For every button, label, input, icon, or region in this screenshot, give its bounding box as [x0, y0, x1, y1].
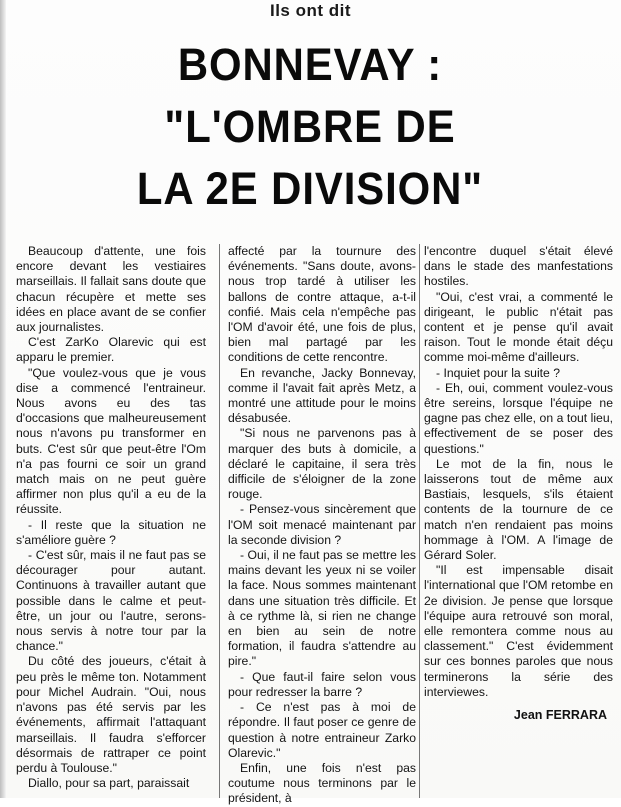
paragraph: Le mot de la fin, nous le laisserons tout de même aux Bastiais, lesquels, s'ils étaient contents de la tournure de ce match n'en rendaient pas moins hommage à l'OM. A l'image de Gérard Soler. — [424, 456, 613, 563]
paragraph: Du côté des joueurs, c'était à peu près le même ton. Notamment pour Michel Audrain. "Oui, nous n'avons pas été servis par les événements, affirmait l'attaquant marseillais. Il faudra s'efforcer désormais de rattraper ce point perdu à Toulouse." — [16, 654, 206, 775]
paragraph: Beaucoup d'attente, une fois encore devant les vestiaires marseillais. Il fallait sans doute que chacun récupère et mette ses idées en place avant de se confier aux journalistes. — [16, 244, 206, 335]
paragraph: Enfin, une fois n'est pas coutume nous terminons par le président, à — [228, 760, 416, 806]
paragraph: - Il reste que la situation ne s'améliore guère ? — [16, 517, 206, 547]
paragraph: C'est ZarKo Olarevic qui est apparu le premier. — [16, 335, 206, 365]
paragraph: - Inquiet pour la suite ? — [436, 365, 560, 380]
paragraph: Diallo, pour sa part, paraissait — [28, 776, 190, 791]
paragraph: - Eh, oui, comment voulez-vous être sereins, lorsque l'équipe ne gagne pas chez elle, on a tout lieu, effectivement de se poser des questions." — [424, 380, 613, 456]
paragraph: "Que voulez-vous que je vous dise a commencé l'entraineur. Nous avons eu des tas d'occasions que malheureusement nous n'avons pu transformer en buts. C'est sûr que peut-être l'Om n'a pas fourni ce soir un grand match mais on ne peut guère affirmer non plus qu'il a eu de la réussite. — [16, 365, 206, 517]
paragraph: "Si nous ne parvenons pas à marquer des buts à domicile, a déclaré le capitaine, il sera très difficile de s'éloigner de la zone rouge. — [228, 426, 416, 502]
headline — [78, 34, 543, 220]
author-signature: Jean FERRARA — [513, 708, 607, 722]
article-column-2 — [228, 244, 416, 807]
paragraph: affecté par la tournure des événements. "Sans doute, avons-nous trop tardé à utiliser les ballons de contre attaque, a-t-il confié. Mais cela n'empêche pas l'OM d'avoir été, une fois de plus, bien mal partagé par les conditions de cette rencontre. — [228, 244, 416, 365]
paragraph: - Que faut-il faire selon vous pour redresser la barre ? — [228, 669, 416, 699]
column-divider — [219, 244, 220, 798]
headline-line-1: BONNEVAY : — [177, 39, 443, 90]
headline-line-3: LA 2E DIVISION" — [136, 163, 484, 214]
paragraph: - Ce n'est pas à moi de répondre. Il faut poser ce genre de question à notre entraineur Zarko Olarevic." — [228, 700, 416, 760]
paragraph: En revanche, Jacky Bonnevay, comme il l'avait fait après Metz, a montré une attitude pour le moins désabusée. — [228, 365, 416, 426]
article-column-3 — [424, 244, 613, 700]
paragraph: - C'est sûr, mais il ne faut pas se décourager pour autant. Continuons à travailler autant que possible dans le calme et peut-être, un jour ou l'autre, serons-nous servis à notre tour par la chance." — [16, 548, 206, 654]
scan-edge-shadow — [0, 0, 6, 798]
paragraph: "Oui, c'est vrai, a commenté le dirigeant, le public n'était pas content et je pense qu'il avait raison. Tout le monde était déçu comme moi-même d'ailleurs. — [424, 289, 613, 365]
paragraph: - Pensez-vous sincèrement que l'OM soit menacé maintenant par la seconde division ? — [228, 502, 416, 547]
headline-line-2: "L'OMBRE DE — [164, 101, 456, 152]
article-column-1 — [16, 244, 206, 791]
paragraph: "Il est impensable disait l'international que l'OM retombe en 2e division. Je pense que lorsque l'équipe aura retrouvé son moral, elle remontera comme nous au classement." C'est évidemment sur ces bonnes paroles que nous terminerons la série des interviewes. — [424, 563, 613, 699]
column-divider — [419, 244, 420, 798]
kicker: Ils ont dit — [269, 1, 352, 20]
paragraph: - Oui, il ne faut pas se mettre les mains devant les yeux ni se voiler la face. Nous sommes maintenant dans une situation très difficile. Et à ce rythme là, si rien ne change en bien au sein de notre formation, il faudra s'attendre au pire." — [228, 548, 416, 669]
paragraph: l'encontre duquel s'était élevé dans le stade des manfestations hostiles. — [424, 244, 613, 289]
